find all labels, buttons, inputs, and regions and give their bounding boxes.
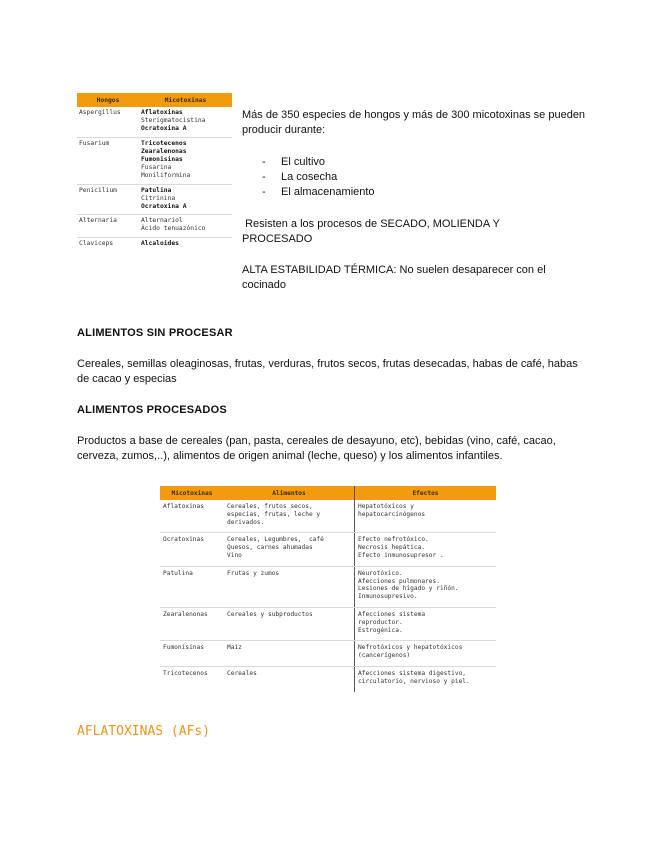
header-hongos: Hongos [77,93,139,107]
foods-cell [224,607,355,640]
table-row [160,533,496,566]
table-row [160,666,496,691]
cell-line: derivados. [227,518,265,526]
mycotoxin-name: Citrinina [141,194,176,202]
effects-table-header [160,486,496,500]
header-micotoxinas: Micotoxinas [160,486,224,500]
table-row [77,215,232,237]
mycotoxin-name: Alternariol [141,217,183,225]
foods-cell [224,533,355,566]
cell-line: Afecciones sistema [358,610,426,618]
resist-processing-text: Resisten a los procesos de SECADO, MOLIENDA Y PROCESADO [242,218,503,245]
table-row [160,500,496,533]
cell-line: Efecto nefrotóxico. [358,536,429,544]
mycotoxin-name: Zearalenonas [141,147,187,155]
cell-line: Necrosis hepática. [358,544,426,552]
mycotoxin-effects-table [160,486,496,692]
fungus-name: Aspergillus [77,107,139,137]
mycotoxin-list [139,237,232,251]
mycotoxin-name: Patulina [141,186,172,194]
fungus-name: Penicilium [77,184,139,215]
cell-line: circulatorio, nervioso y piel. [358,677,470,685]
effects-cell [355,666,497,691]
header-efectos: Efectos [355,486,497,500]
mycotoxin-name: Tricotecenos [141,139,187,147]
cell-line: Estrogénica. [358,626,403,634]
toxin-cell: Fumonisinas [160,641,224,667]
thermal-stability-text: ALTA ESTABILIDAD TÉRMICA: No suelen desaparecer con el cocinado [242,264,546,291]
effects-cell [355,566,497,607]
mycotoxin-list [139,215,232,237]
foods-cell [224,641,355,667]
effects-cell [355,607,497,640]
aflatoxinas-section-heading: AFLATOXINAS (AFs) [77,724,211,739]
fungi-table-header [77,93,232,107]
cell-line: Quesos, carnes ahumadas [227,544,313,552]
cell-line: Cereales, frutos secos, [227,503,313,510]
cell-line: reproductor. [358,618,403,626]
list-item: - El almacenamiento [262,185,375,200]
effects-cell [355,533,497,566]
cell-line: Efecto inmunosupresor . [358,551,444,559]
processed-text: Productos a base de cereales (pan, pasta, cereales de desayuno, etc), bebidas (vino, café, cacao, cerveza, zumos,..), alimentos de origen animal (leche, queso) y los alimentos infantiles. [77,435,556,462]
cell-line: Nefrotóxicos y hepatotóxicos [358,644,463,652]
cell-line: especias, frutas, leche y [227,510,321,518]
cell-line: Inmunosupresivo. [358,593,418,601]
fungus-name: Fusarium [77,137,139,184]
cell-line: hepatocarcinógenos [358,510,426,518]
cell-line: Frutas y zumos [227,569,280,577]
cell-line: Vino [227,551,242,559]
intro-paragraph: Más de 350 especies de hongos y más de 300 micotoxinas se pueden producir durante: [242,109,586,136]
effects-cell [355,500,497,533]
header-micotoxinas: Micotoxinas [139,93,232,107]
fungi-mycotoxin-table [77,93,232,251]
cell-line: Cereales y subproductos [227,610,313,618]
cell-line: Lesiones de hígado y riñón. [358,585,459,593]
mycotoxin-name: Fumonisinas [141,156,183,164]
table-row [160,607,496,640]
mycotoxin-name: Fusarina [141,164,172,172]
list-item: - La cosecha [262,170,375,185]
production-stages-list [262,155,375,200]
processed-heading: ALIMENTOS PROCESADOS [77,404,227,416]
mycotoxin-name: Ocratoxina A [141,125,187,133]
foods-cell [224,666,355,691]
mycotoxin-list [139,137,232,184]
table-row [77,107,232,137]
list-item: - El cultivo [262,155,375,170]
mycotoxin-name: Sterigmatocistina [141,117,206,125]
cell-line: Cereales [227,669,257,677]
effects-cell [355,641,497,667]
cell-line: Afecciones sistema digestivo, [358,669,467,677]
table-row [160,641,496,667]
cell-line: Afecciones pulmonares. [358,577,440,585]
fungus-name: Claviceps [79,239,114,247]
mycotoxin-name: Moniliformina [141,172,191,180]
toxin-cell: Patulina [160,566,224,607]
table-row [160,566,496,607]
unprocessed-heading: ALIMENTOS SIN PROCESAR [77,327,233,339]
table-row [77,137,232,184]
toxin-cell: Aflatoxinas [160,500,224,533]
mycotoxin-list [139,184,232,215]
toxin-cell: Tricotecenos [163,669,208,677]
mycotoxin-list [139,107,232,137]
table-row [77,237,232,251]
fungus-name: Alternaria [77,215,139,237]
mycotoxin-name: Ocratoxina A [141,203,187,211]
foods-cell [224,566,355,607]
mycotoxin-name: Alcaloides [141,239,179,247]
table-row [77,184,232,215]
cell-line: Neurotóxico. [358,569,403,577]
cell-line: (cancerígenos) [358,652,411,660]
mycotoxin-name: Ácido tenuazónico [141,225,206,233]
toxin-cell: Zearalenonas [160,607,224,640]
foods-cell [224,500,355,533]
mycotoxin-name: Aflatoxinas [141,109,183,116]
unprocessed-text: Cereales, semillas oleaginosas, frutas, verduras, frutos secos, frutas desecadas, habas de café, habas de cacao y especias [77,358,578,385]
toxin-cell: Ocratoxinas [160,533,224,566]
cell-line: Cereales, Legumbres, café [227,536,324,544]
cell-line: Hepatotóxicos y [358,503,414,510]
cell-line: Maíz [227,644,242,652]
header-alimentos: Alimentos [224,486,355,500]
